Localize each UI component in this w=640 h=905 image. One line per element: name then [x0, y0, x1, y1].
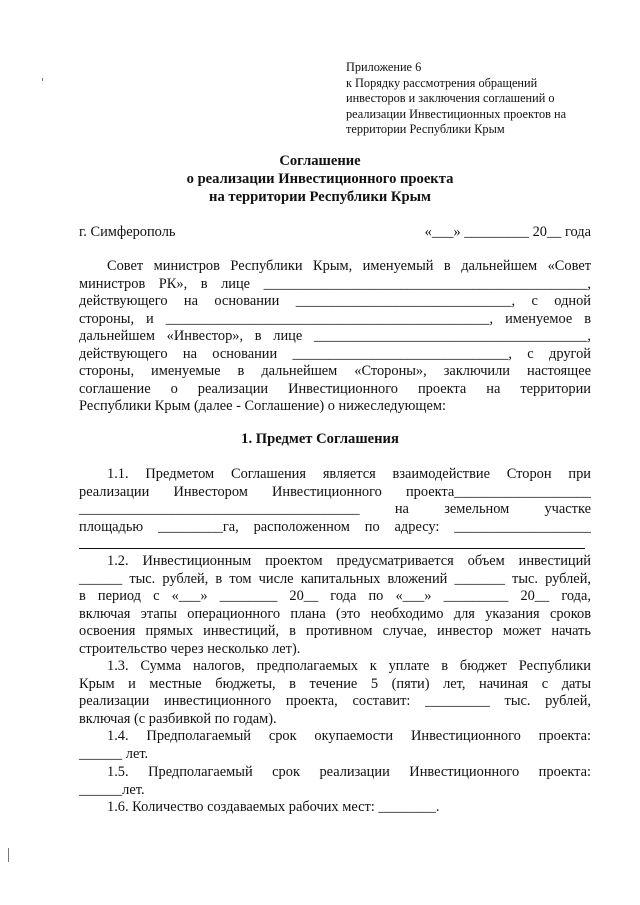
preamble-line: стороны, и _____________________________________________, именуемое в	[79, 310, 591, 327]
clause-line: ______ тыс. рублей, в том числе капитальных вложений _______ тыс. рублей,	[79, 570, 591, 587]
clause-line: реализации Инвестором Инвестиционного проекта___________________	[79, 483, 591, 500]
blank-line	[79, 548, 585, 549]
date-of-signing: «___» _________ 20__ года	[424, 224, 591, 240]
clause-line: 1.1. Предметом Соглашения является взаимодействие Сторон при	[107, 466, 591, 482]
preamble-line: действующего на основании ______________________________, с одной	[79, 293, 591, 309]
appendix-line: реализации Инвестиционных проектов на	[346, 106, 567, 121]
clause-line: 1.3. Сумма налогов, предполагаемых к уплате в бюджет Республики	[107, 658, 591, 674]
preamble-line: Республики Крым (далее - Соглашение) о нижеследующем:	[79, 398, 447, 414]
section-heading: 1. Предмет Соглашения	[241, 431, 399, 447]
clause-line: площадью _________га, расположенном по адресу: ___________________	[79, 518, 591, 535]
clause-line: в период с «___» ________ 20__ года по «___» _________ 20__ года,	[79, 588, 591, 604]
document-title: Соглашение	[279, 153, 361, 169]
clause-line: 1.2. Инвестиционным проектом предусматривается объем инвестиций	[107, 553, 591, 569]
clause-line: 1.5. Предполагаемый срок реализации Инвестиционного проекта:	[107, 764, 591, 780]
preamble-line: дальнейшем «Инвестор», в лице ______________________________________,	[79, 328, 591, 344]
document-subtitle: о реализации Инвестиционного проекта	[186, 171, 454, 187]
preamble-line: действующего на основании ______________________________, с другой	[79, 345, 591, 362]
clause-line: освоения прямых инвестиций, в противном случае, инвестор может начать	[79, 623, 591, 639]
clause-line: строительство через несколько лет).	[79, 640, 301, 657]
appendix-line: инвесторов и заключения соглашений о	[346, 91, 555, 106]
appendix-line: к Порядку рассмотрения обращений	[346, 75, 538, 90]
scan-speck	[8, 848, 9, 862]
preamble-line: министров РК», в лице _____________________________________________,	[79, 275, 591, 292]
appendix-line: Приложение 6	[346, 60, 422, 74]
clause-line: ______ лет.	[79, 745, 149, 762]
place-of-signing: г. Симферополь	[79, 224, 176, 240]
clause-line: ______лет.	[79, 781, 145, 798]
clause-line: включая (с разбивкой по годам).	[79, 710, 277, 727]
preamble-line: стороны, именуемые в дальнейшем «Стороны», заключили настоящее	[79, 363, 591, 379]
appendix-line: территории Республики Крым	[346, 122, 505, 137]
clause-line: _______________________________________ на земельном участке	[79, 501, 591, 517]
appendix-note	[346, 60, 596, 138]
preamble-line: соглашение о реализации Инвестиционного проекта на территории	[79, 380, 591, 397]
clause-line: реализации инвестиционного проекта, составит: _________ тыс. рублей,	[79, 693, 591, 709]
clause-line: включая этапы операционного плана (это необходимо для указания сроков	[79, 605, 591, 622]
document-subtitle: на территории Республики Крым	[209, 189, 431, 205]
clause-1-6: 1.6. Количество создаваемых рабочих мест: ________.	[107, 799, 440, 815]
preamble-line: Совет министров Республики Крым, именуемый в дальнейшем «Совет	[107, 258, 591, 274]
clause-line: Крым и местные бюджеты, в течение 5 (пяти) лет, начиная с даты	[79, 675, 591, 692]
scan-speck	[42, 78, 43, 81]
clause-line: 1.4. Предполагаемый срок окупаемости Инвестиционного проекта:	[107, 728, 591, 744]
